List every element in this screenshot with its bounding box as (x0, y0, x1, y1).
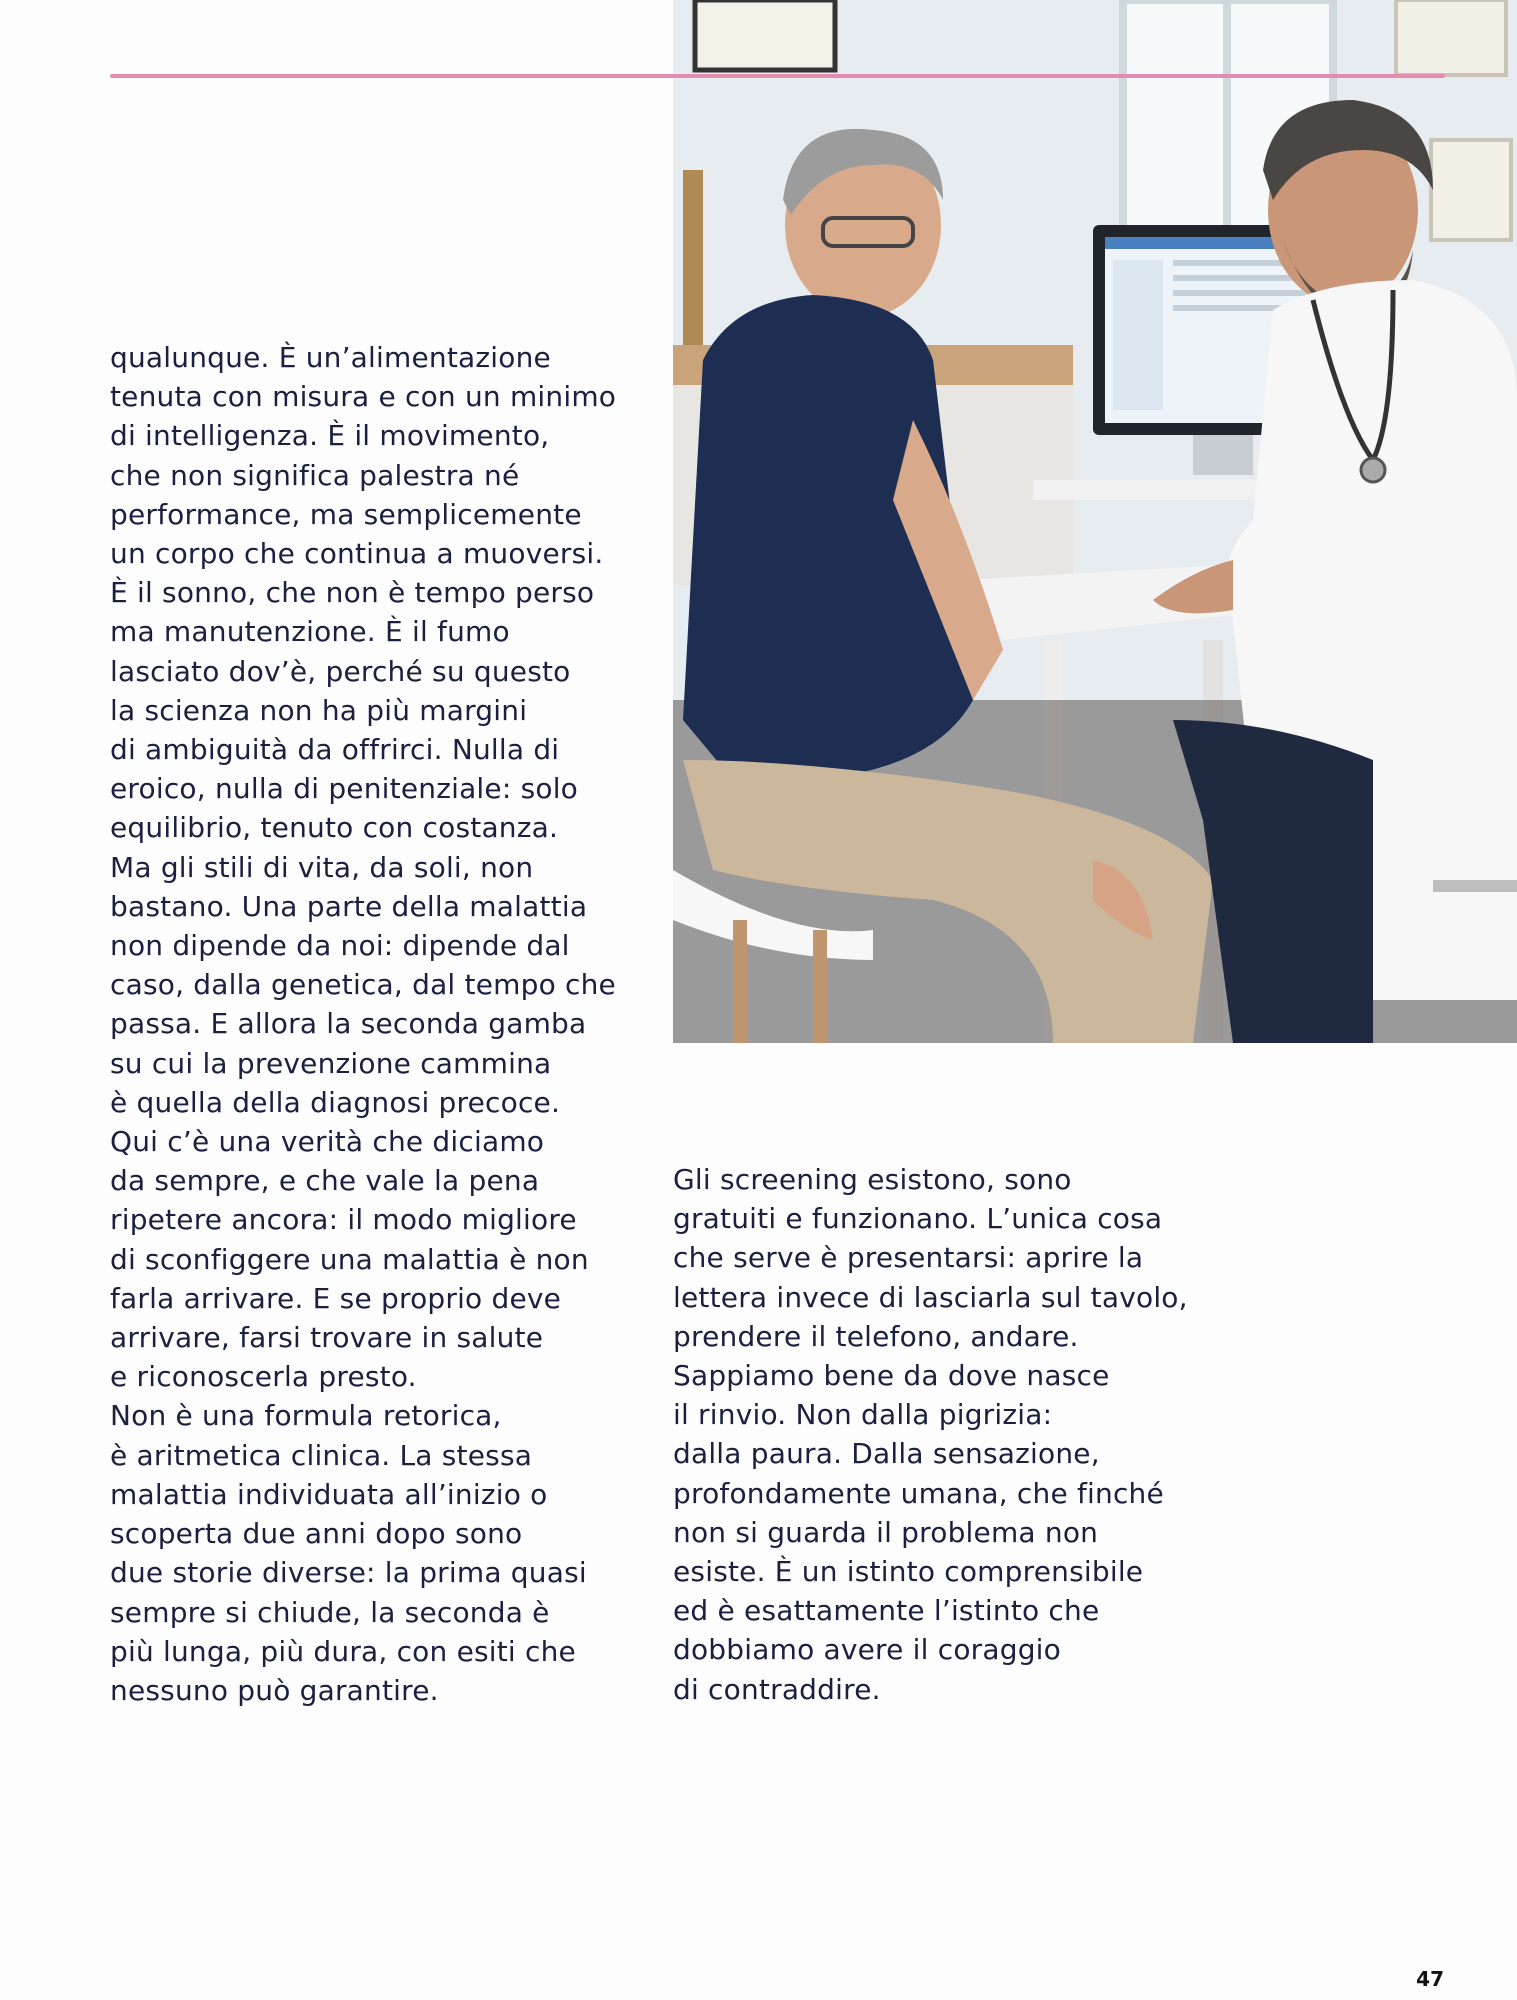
text-line: caso, dalla genetica, dal tempo che (110, 968, 616, 1002)
text-line: Gli screening esistono, sono (673, 1163, 1072, 1196)
text-line: profondamente umana, che finché (673, 1476, 1164, 1510)
text-line: arrivare, farsi trovare in salute (110, 1321, 544, 1355)
text-line: di ambiguità da offrirci. Nulla di (110, 733, 560, 767)
page-number: 47 (1416, 1967, 1444, 1991)
text-line: un corpo che continua a muoversi. (110, 537, 604, 571)
left-text-column (110, 338, 630, 1710)
text-line: che serve è presentarsi: aprire la (673, 1241, 1144, 1275)
text-line: che non significa palestra né (110, 458, 520, 492)
text-line: ripetere ancora: il modo migliore (110, 1203, 577, 1237)
text-line: qualunque. È un’alimentazione (110, 341, 551, 374)
text-line: prendere il telefono, andare. (673, 1319, 1079, 1353)
text-line: lettera invece di lasciarla sul tavolo, (673, 1280, 1188, 1314)
text-line: lasciato dov’è, perché su questo (110, 654, 571, 688)
text-line: nessuno può garantire. (110, 1673, 439, 1707)
text-line: sempre si chiude, la seconda è (110, 1595, 550, 1629)
text-line: la scienza non ha più margini (110, 693, 528, 727)
text-line: Qui c’è una verità che diciamo (110, 1125, 545, 1159)
text-line: passa. E allora la seconda gamba (110, 1007, 587, 1041)
text-line: performance, ma semplicemente (110, 497, 582, 531)
text-line: di contraddire. (673, 1672, 881, 1706)
text-line: il rinvio. Non dalla pigrizia: (673, 1398, 1053, 1432)
text-line: ma manutenzione. È il fumo (110, 615, 510, 649)
text-line: farla arrivare. E se proprio deve (110, 1281, 562, 1315)
text-line: su cui la prevenzione cammina (110, 1046, 552, 1080)
text-line: non si guarda il problema non (673, 1515, 1099, 1549)
text-line: è quella della diagnosi precoce. (110, 1085, 561, 1119)
text-line: equilibrio, tenuto con costanza. (110, 811, 559, 845)
text-line: di intelligenza. È il movimento, (110, 419, 550, 453)
text-line: Sappiamo bene da dove nasce (673, 1359, 1110, 1393)
text-line: esiste. È un istinto comprensibile (673, 1555, 1144, 1589)
text-line: dobbiamo avere il coraggio (673, 1633, 1061, 1667)
text-line: Non è una formula retorica, (110, 1399, 502, 1433)
text-line: di sconfiggere una malattia è non (110, 1242, 589, 1276)
doctor-patient-photo (673, 0, 1517, 1043)
top-decorative-rule (110, 74, 1445, 78)
text-line: scoperta due anni dopo sono (110, 1517, 523, 1551)
text-line: gratuiti e funzionano. L’unica cosa (673, 1202, 1163, 1236)
text-line: tenuta con misura e con un minimo (110, 380, 617, 414)
text-line: e riconoscerla presto. (110, 1360, 417, 1394)
right-text-column (673, 1160, 1233, 1709)
text-line: più lunga, più dura, con esiti che (110, 1634, 576, 1668)
text-line: malattia individuata all’inizio o (110, 1477, 548, 1511)
text-line: dalla paura. Dalla sensazione, (673, 1437, 1100, 1471)
text-line: È il sonno, che non è tempo perso (110, 576, 595, 610)
text-line: ed è esattamente l’istinto che (673, 1594, 1100, 1628)
text-line: eroico, nulla di penitenziale: solo (110, 772, 579, 806)
text-line: bastano. Una parte della malattia (110, 889, 588, 923)
photo-illustration (673, 0, 1517, 1043)
text-line: è aritmetica clinica. La stessa (110, 1438, 533, 1472)
text-line: Ma gli stili di vita, da soli, non (110, 850, 534, 884)
text-line: non dipende da noi: dipende dal (110, 929, 570, 963)
text-line: da sempre, e che vale la pena (110, 1164, 540, 1198)
text-line: due storie diverse: la prima quasi (110, 1556, 587, 1590)
